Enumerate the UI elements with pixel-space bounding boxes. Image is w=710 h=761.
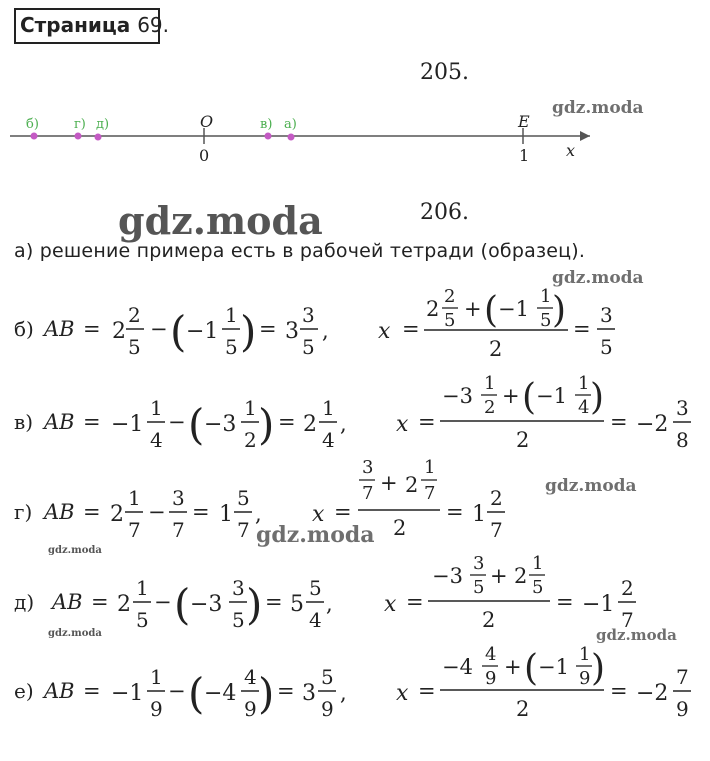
label-v: в) xyxy=(260,117,273,132)
whole-part: 2 xyxy=(110,502,124,527)
x-variable: x xyxy=(396,412,409,437)
denominator: 7 xyxy=(128,518,141,542)
numerator: 1 xyxy=(540,286,552,307)
label-g: г) xyxy=(74,117,86,132)
denominator: 9 xyxy=(244,697,257,721)
row-letter: г) xyxy=(14,500,33,524)
whole-part: −4 xyxy=(442,655,473,679)
denominator: 9 xyxy=(150,697,163,721)
equals-sign: = xyxy=(610,410,628,434)
ab-label: AB xyxy=(44,679,75,703)
watermark-small: gdz.moda xyxy=(48,545,102,556)
equals-sign: = xyxy=(83,500,101,524)
whole-part: 2 xyxy=(514,564,528,588)
x-variable: x xyxy=(378,319,391,344)
one-label: 1 xyxy=(519,146,530,165)
minus-sign: − xyxy=(148,500,166,524)
numerator: 1 xyxy=(150,396,163,420)
right-paren: ) xyxy=(590,377,605,418)
left-paren: ( xyxy=(174,580,191,629)
equals-sign: = xyxy=(83,317,101,341)
equals-sign: = xyxy=(259,317,277,341)
left-paren: ( xyxy=(524,648,539,689)
axis-arrow xyxy=(580,131,590,141)
numerator: 2 xyxy=(444,286,456,307)
numerator: 1 xyxy=(484,373,496,394)
numerator: 3 xyxy=(600,303,613,327)
row-letter: в) xyxy=(14,410,34,434)
denominator: 7 xyxy=(490,518,503,542)
point-b xyxy=(31,133,38,140)
numerator: 3 xyxy=(302,303,315,327)
solution-row-d xyxy=(0,545,710,635)
whole-part: −1 xyxy=(498,297,529,321)
equals-sign: = xyxy=(610,679,628,703)
denominator: 7 xyxy=(621,608,634,632)
denominator: 5 xyxy=(232,608,245,632)
right-paren: ) xyxy=(552,290,567,331)
denominator: 9 xyxy=(676,697,689,721)
problem-205-number: 205. xyxy=(420,60,469,85)
denominator: 4 xyxy=(150,428,163,452)
whole-part: −3 xyxy=(190,592,223,617)
left-paren: ( xyxy=(188,400,205,449)
whole-part: −1 xyxy=(111,412,144,437)
whole-part: 2 xyxy=(117,592,131,617)
equals-sign: = xyxy=(192,500,210,524)
numerator: 1 xyxy=(578,373,590,394)
denominator: 8 xyxy=(676,428,689,452)
watermark-small: gdz.moda xyxy=(48,628,102,639)
zero-label: 0 xyxy=(199,146,210,165)
whole-part: 2 xyxy=(303,412,317,437)
point-v xyxy=(265,133,272,140)
denominator: 4 xyxy=(322,428,335,452)
numerator: 7 xyxy=(676,665,689,689)
right-paren: ) xyxy=(246,580,263,629)
equals-sign: = xyxy=(265,590,283,614)
ab-label: AB xyxy=(44,317,75,341)
axis-x-label: x xyxy=(566,141,576,160)
whole-part: 2 xyxy=(426,297,440,321)
equals-sign: = xyxy=(402,317,420,341)
minus-sign: − xyxy=(154,590,172,614)
denominator: 9 xyxy=(321,697,334,721)
whole-part: 1 xyxy=(472,502,486,527)
denominator: 5 xyxy=(302,335,315,359)
plus-sign: + xyxy=(380,471,398,495)
equals-sign: = xyxy=(556,590,574,614)
numerator: 1 xyxy=(424,457,436,478)
left-paren: ( xyxy=(188,669,205,718)
right-paren: ) xyxy=(591,648,606,689)
numerator: 5 xyxy=(321,665,334,689)
right-paren: ) xyxy=(258,669,275,718)
equals-sign: = xyxy=(91,590,109,614)
equals-sign: = xyxy=(406,590,424,614)
denominator: 7 xyxy=(237,518,250,542)
denominator: 2 xyxy=(484,397,496,418)
whole-part: −1 xyxy=(186,319,219,344)
numerator: 1 xyxy=(225,303,238,327)
comma: , xyxy=(326,592,333,616)
denominator: 5 xyxy=(473,577,485,598)
whole-part: −1 xyxy=(536,384,567,408)
denominator: 2 xyxy=(516,697,530,721)
denominator: 5 xyxy=(532,577,544,598)
numerator: 5 xyxy=(309,576,322,600)
equals-sign: = xyxy=(278,410,296,434)
denominator: 7 xyxy=(362,483,374,504)
equals-sign: = xyxy=(418,410,436,434)
label-a: а) xyxy=(284,117,297,132)
numerator: 3 xyxy=(232,576,245,600)
denominator: 2 xyxy=(244,428,257,452)
numerator: 3 xyxy=(172,486,185,510)
minus-sign: − xyxy=(150,317,168,341)
solution-row-b xyxy=(0,280,710,370)
whole-part: 3 xyxy=(302,681,316,706)
origin-letter: O xyxy=(200,112,214,131)
solution-a-text: а) решение примера есть в рабочей тетради (образец). xyxy=(14,240,586,262)
numerator: 1 xyxy=(128,486,141,510)
minus-sign: − xyxy=(168,679,186,703)
whole-part: 1 xyxy=(219,502,233,527)
comma: , xyxy=(340,681,347,705)
problem-206-number: 206. xyxy=(420,200,469,225)
equals-sign: = xyxy=(334,500,352,524)
denominator: 9 xyxy=(485,668,497,689)
numerator: 3 xyxy=(362,457,374,478)
solution-row-v xyxy=(0,365,710,455)
right-paren: ) xyxy=(258,400,275,449)
left-paren: ( xyxy=(484,290,499,331)
watermark: gdz.moda xyxy=(552,268,644,288)
whole-part: −1 xyxy=(538,655,569,679)
numerator: 4 xyxy=(485,644,497,665)
denominator: 2 xyxy=(482,608,496,632)
numerator: 4 xyxy=(244,665,257,689)
whole-part: −2 xyxy=(636,412,669,437)
x-variable: x xyxy=(312,502,325,527)
row-letter: е) xyxy=(14,679,34,703)
page-title xyxy=(20,13,169,37)
whole-part: 3 xyxy=(285,319,299,344)
row-letter: д) xyxy=(14,590,35,614)
denominator: 5 xyxy=(128,335,141,359)
whole-part: −2 xyxy=(636,681,669,706)
plus-sign: + xyxy=(504,655,522,679)
point-g xyxy=(75,133,82,140)
x-variable: x xyxy=(396,681,409,706)
numerator: 2 xyxy=(490,486,503,510)
numerator: 1 xyxy=(150,665,163,689)
left-paren: ( xyxy=(522,377,537,418)
e-letter: E xyxy=(518,112,530,131)
row-letter: б) xyxy=(14,317,34,341)
watermark: gdz.moda xyxy=(256,522,375,548)
page-number: 69. xyxy=(137,13,170,37)
whole-part: 5 xyxy=(290,592,304,617)
ab-label: AB xyxy=(44,410,75,434)
whole-part: −3 xyxy=(442,384,473,408)
watermark-large: gdz.moda xyxy=(118,198,323,243)
whole-part: −3 xyxy=(204,412,237,437)
denominator: 5 xyxy=(444,310,456,331)
denominator: 5 xyxy=(225,335,238,359)
denominator: 2 xyxy=(516,428,530,452)
whole-part: −4 xyxy=(204,681,237,706)
whole-part: 2 xyxy=(112,319,126,344)
comma: , xyxy=(340,412,347,436)
whole-part: −1 xyxy=(111,681,144,706)
equals-sign: = xyxy=(418,679,436,703)
equals-sign: = xyxy=(573,317,591,341)
equals-sign: = xyxy=(83,679,101,703)
x-variable: x xyxy=(384,592,397,617)
plus-sign: + xyxy=(464,297,482,321)
ab-label: AB xyxy=(52,590,83,614)
right-paren: ) xyxy=(240,307,257,356)
numerator: 1 xyxy=(579,644,591,665)
whole-part: 2 xyxy=(405,473,419,497)
denominator: 7 xyxy=(172,518,185,542)
whole-part: −3 xyxy=(432,564,463,588)
watermark: gdz.moda xyxy=(552,98,644,118)
point-a xyxy=(288,134,295,141)
denominator: 7 xyxy=(424,483,436,504)
label-b: б) xyxy=(26,117,39,132)
solution-row-g xyxy=(0,455,710,545)
plus-sign: + xyxy=(502,384,520,408)
denominator: 9 xyxy=(579,668,591,689)
numerator: 1 xyxy=(322,396,335,420)
watermark: gdz.moda xyxy=(596,626,677,644)
whole-part: −1 xyxy=(582,592,615,617)
numerator: 1 xyxy=(244,396,257,420)
comma: , xyxy=(255,502,262,526)
denominator: 2 xyxy=(393,516,407,540)
comma: , xyxy=(322,319,329,343)
left-paren: ( xyxy=(170,307,187,356)
numerator: 2 xyxy=(621,576,634,600)
denominator: 5 xyxy=(600,335,613,359)
equals-sign: = xyxy=(446,500,464,524)
denominator: 4 xyxy=(578,397,590,418)
denominator: 5 xyxy=(540,310,552,331)
denominator: 4 xyxy=(309,608,322,632)
denominator: 5 xyxy=(136,608,149,632)
minus-sign: − xyxy=(168,410,186,434)
equals-sign: = xyxy=(83,410,101,434)
numerator: 2 xyxy=(128,303,141,327)
numerator: 5 xyxy=(237,486,250,510)
label-d: д) xyxy=(96,117,110,132)
plus-sign: + xyxy=(490,564,508,588)
numerator: 3 xyxy=(676,396,689,420)
point-d xyxy=(95,134,102,141)
equals-sign: = xyxy=(277,679,295,703)
numerator: 1 xyxy=(532,553,544,574)
solution-row-e xyxy=(0,640,710,740)
denominator: 2 xyxy=(489,337,503,361)
numerator: 1 xyxy=(136,576,149,600)
ab-label: AB xyxy=(44,500,75,524)
watermark: gdz.moda xyxy=(545,476,637,496)
numerator: 3 xyxy=(473,553,485,574)
page-word: Страница xyxy=(20,13,131,37)
